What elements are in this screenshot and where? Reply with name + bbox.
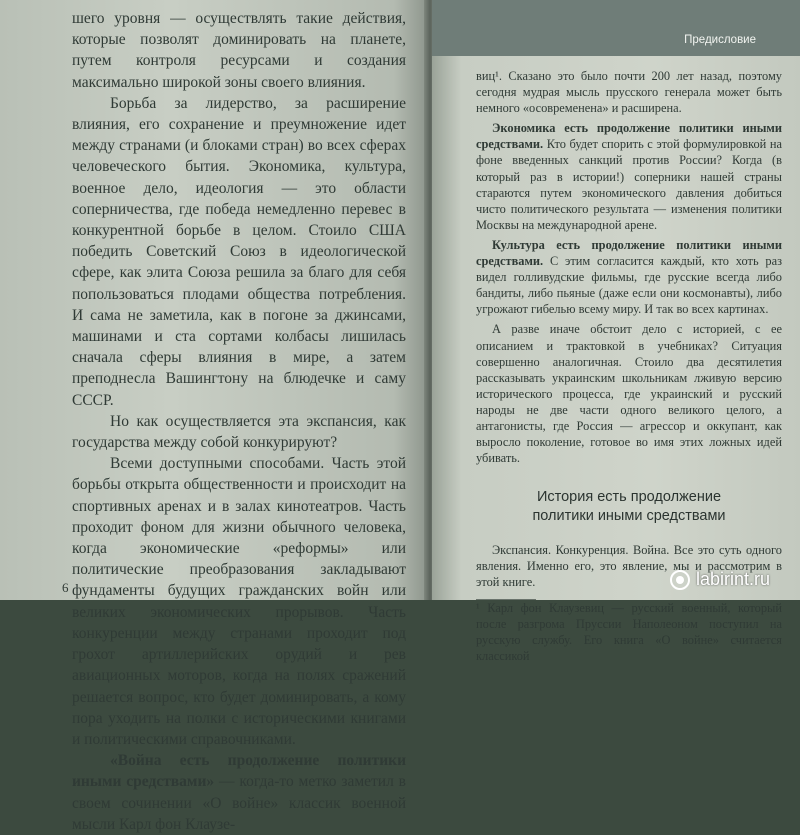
- watermark: [670, 569, 770, 590]
- right-paragraph-2: [476, 120, 782, 233]
- paragraph-text: — когда-то метко заметил в своем сочинении «О войне» классик военной мысли Карл фон Клаузе-: [72, 773, 406, 833]
- bold-thesis-culture: Культура есть продолжение политики иными средствами.: [476, 237, 782, 269]
- left-paragraph-2: [72, 93, 406, 411]
- footnote: ¹ Карл фон Клаузевиц — русский военный, который после разгрома Пруссии Наполеоном поступил на русскую службу. Его книга «О войне» считается классикой: [476, 600, 782, 663]
- paragraph-text: виц¹. Сказано это было почти 200 лет назад, поэтому сегодня мудрая мысль прусского генерала может быть немного «осовременена» и расширена.: [476, 69, 782, 116]
- labirint-logo-icon: [670, 570, 690, 590]
- paragraph-text: С этим согласится каждый, кто хоть раз видел голливудские фильмы, где русские всегда либо бандиты, либо пьяные (даже если они космонавты), либо угрожают гибелью всему миру. И так во всех картинах.: [476, 254, 782, 317]
- bold-thesis-economics: Экономика есть продолжение политики иными средствами.: [476, 121, 782, 152]
- paragraph-text: Но как осуществляется эта экспансия, как государства между собой конкурируют?: [72, 412, 406, 452]
- left-page-text: [72, 8, 406, 835]
- section-heading-line-1: История есть продолжение: [536, 489, 722, 506]
- section-heading-line-2: политики иными средствами: [532, 508, 726, 525]
- watermark-text: labirint.ru: [695, 569, 770, 589]
- right-paragraph-1: [476, 68, 782, 116]
- running-header: Предисловие: [432, 0, 800, 56]
- right-page: [432, 0, 800, 663]
- right-paragraph-4: [476, 321, 782, 466]
- paragraph-text: Борьба за лидерство, за расширение влияния, его сохранение и преумножение идет между странами (и блоками стран) во всех сферах человеческого бытия. Экономика, культура, военное дело, идеология — это области соперничества, где победа немедленно перевес в конкурентной борьбе в целом. Стоило США победить Советский Союз в идеологической сфере, как элита Союза решила за благо для себя попользоваться плодами общества потребления. И сама не заметила, как в погоне за джинсами, машинами и ста сортами колбасы лишилась сначала сферы влияния в мире, а затем преподнесла Вашингтону на блюдечке и саму СССР.: [72, 94, 406, 409]
- left-paragraph-5: [72, 750, 406, 835]
- left-paragraph-1: [72, 8, 406, 93]
- page-number: 6: [62, 580, 69, 595]
- right-paragraph-3: [476, 237, 782, 317]
- paragraph-text: Экспансия. Конкуренция. Война. Все это суть одного явления. Именно его, это явление, мы и рассмотрим в этой книге.: [476, 543, 782, 590]
- bold-lead-quote: «Война есть продолжение политики иными средствами»: [72, 752, 406, 791]
- left-paragraph-4: [72, 453, 406, 750]
- section-heading: [476, 488, 782, 526]
- paragraph-text: Кто будет спорить с этой формулировкой на фоне введенных санкций против России? Когда (в который раз в истории!) соперники нашей страны стараются путем экономического давления добиться чисто политического результата — изменения политики Москвы на международной арене.: [476, 137, 782, 232]
- paragraph-text: шего уровня — осуществлять такие действия, которые позволят доминировать на планете, путем контроля ресурсами и создания максимально широкой зоны своего влияния.: [72, 10, 406, 91]
- paragraph-text: Всеми доступными способами. Часть этой борьбы открыта общественности и происходит на спортивных аренах и в залах кинотеатров. Часть проходит фоном для жизни обычного человека, когда экономические «реформы» или политические преобразования закладывают фундаменты будущих гражданских войн или великих экономических прорывов. Часть конкуренции между странами проходит под грохот артиллерийских орудий и рев авиационных моторов, когда на полях сражений решается вопрос, кто будет доминировать, а кому пора уходить на полки с историческими книгами и политическими справочниками.: [72, 455, 406, 748]
- left-paragraph-3: [72, 411, 406, 453]
- paragraph-text: А разве иначе обстоит дело с историей, с ее описанием и трактовкой в учебниках? Ситуация совершенно аналогичная. Стоило два десятилетия рассказывать украинским школьникам лживую версию исторического процесса, где украинский и русский народы не две части одного великого целого, а антагонисты, где Россия — агрессор и оккупант, как выросло поколение, готовое во имя этих ложных идей убивать.: [476, 322, 782, 466]
